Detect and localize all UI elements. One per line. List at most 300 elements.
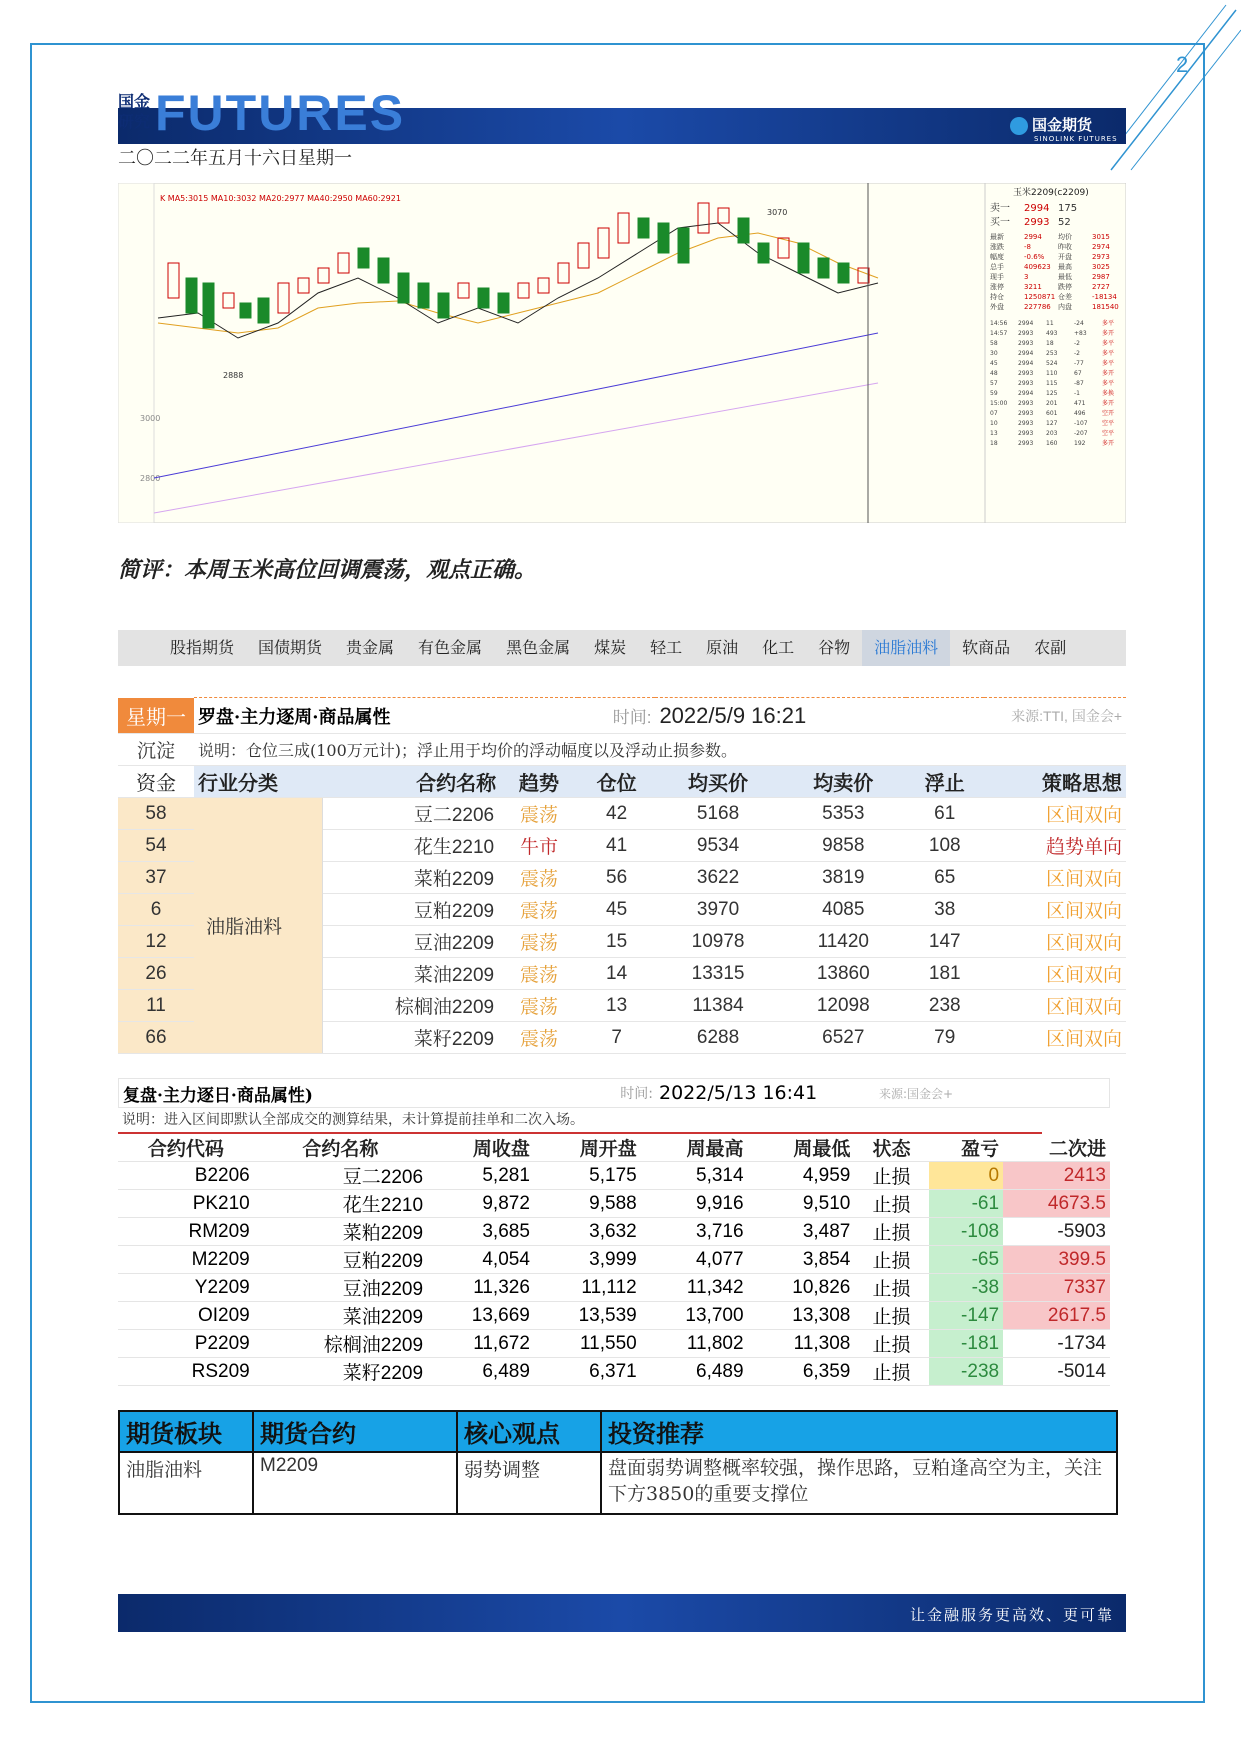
tick-cell: 多开 — [1102, 370, 1115, 377]
quote-cell: -18134 — [1092, 293, 1117, 301]
tick-cell: 2993 — [1018, 330, 1034, 337]
tick-cell: 201 — [1046, 400, 1058, 407]
quote-cell: 涨跌 — [990, 243, 1004, 251]
avg-sell: 12098 — [781, 990, 906, 1022]
float-stop: 147 — [906, 926, 984, 958]
avg-buy: 6288 — [655, 1022, 780, 1054]
open: 6,371 — [534, 1358, 641, 1386]
t2-row — [118, 1218, 1110, 1246]
tab-9[interactable]: 谷物 — [818, 638, 851, 657]
second-entry: -1734 — [1003, 1330, 1110, 1358]
t2-row — [118, 1358, 1110, 1386]
candle — [838, 263, 849, 283]
tick-cell: 601 — [1046, 410, 1058, 417]
tick-cell: -1 — [1074, 390, 1080, 397]
table1-title: 罗盘·主力逐周·商品属性 — [194, 698, 578, 734]
tick-cell: +83 — [1074, 330, 1087, 337]
tick-cell: 2994 — [1018, 350, 1034, 357]
capital: 66 — [118, 1022, 194, 1054]
candle — [398, 273, 409, 303]
tick-cell: -2 — [1074, 350, 1080, 357]
quote-cell: 3025 — [1092, 263, 1110, 271]
avg-sell: 4085 — [781, 894, 906, 926]
quote-cell: 3211 — [1024, 283, 1042, 291]
candle — [798, 243, 809, 273]
tick-cell: 203 — [1046, 430, 1058, 437]
tick-cell: 253 — [1046, 350, 1058, 357]
avg-buy: 9534 — [655, 830, 780, 862]
code: Y2209 — [118, 1274, 254, 1302]
table1-note: 说明：仓位三成(100万元计)；浮止用于均价的浮动幅度以及浮动止损参数。 — [194, 734, 1126, 766]
tab-1[interactable]: 国债期货 — [258, 638, 323, 657]
open: 11,550 — [534, 1330, 641, 1358]
tick-cell: 18 — [990, 440, 998, 447]
tick-cell: 15:00 — [990, 400, 1008, 407]
capital: 54 — [118, 830, 194, 862]
quote-cell: 3015 — [1092, 233, 1110, 241]
weekday: 星期一 — [118, 698, 194, 734]
quote-cell: 开盘 — [1058, 253, 1072, 261]
tick-cell: 30 — [990, 350, 998, 357]
candle — [498, 293, 509, 313]
tick-cell: 空开 — [1102, 410, 1115, 417]
close: 4,054 — [427, 1246, 534, 1274]
code: M2209 — [118, 1246, 254, 1274]
tick-cell: 2993 — [1018, 380, 1034, 387]
tick-cell: 2993 — [1018, 420, 1034, 427]
tick-cell: 多平 — [1102, 340, 1115, 347]
th-industry: 行业分类 — [194, 766, 323, 798]
tick-cell: 2993 — [1018, 430, 1034, 437]
th2-second: 二次进 — [1003, 1134, 1110, 1162]
low: 9,510 — [748, 1190, 855, 1218]
pl: 0 — [929, 1162, 1003, 1190]
low-price-label: 2888 — [223, 371, 244, 380]
avg-sell: 3819 — [781, 862, 906, 894]
avg-buy: 5168 — [655, 798, 780, 830]
status: 止损 — [854, 1274, 928, 1302]
th-contract: 合约名称 — [323, 766, 501, 798]
quote-cell: 2987 — [1092, 273, 1110, 281]
tab-7[interactable]: 原油 — [706, 638, 739, 657]
position: 45 — [578, 894, 656, 926]
candle — [438, 293, 449, 318]
float-stop: 181 — [906, 958, 984, 990]
tick-cell: 2994 — [1018, 390, 1034, 397]
open: 5,175 — [534, 1162, 641, 1190]
capital: 6 — [118, 894, 194, 926]
th-position: 仓位 — [578, 766, 656, 798]
tick-cell: 524 — [1046, 360, 1058, 367]
tick-cell: 13 — [990, 430, 998, 437]
contract-label: 玉米2209(c2209) — [1013, 188, 1089, 198]
close: 6,489 — [427, 1358, 534, 1386]
tick-cell: 2993 — [1018, 410, 1034, 417]
quote-cell: 幅度 — [990, 253, 1004, 261]
second-entry: -5014 — [1003, 1358, 1110, 1386]
th3-contract: 期货合约 — [253, 1411, 457, 1452]
float-stop: 79 — [906, 1022, 984, 1054]
avg-buy: 10978 — [655, 926, 780, 958]
candle — [378, 258, 389, 283]
float-stop: 108 — [906, 830, 984, 862]
tab-6[interactable]: 轻工 — [650, 638, 683, 657]
t1-row — [118, 798, 1126, 830]
pl: -238 — [929, 1358, 1003, 1386]
high: 11,342 — [641, 1274, 748, 1302]
logo-cn: 国金 研究 — [118, 92, 151, 131]
close: 9,872 — [427, 1190, 534, 1218]
status: 止损 — [854, 1218, 928, 1246]
pl: -65 — [929, 1246, 1003, 1274]
tick-cell: 127 — [1046, 420, 1058, 427]
th2-close: 周收盘 — [427, 1134, 534, 1162]
th2-code: 合约代码 — [118, 1134, 254, 1162]
trend: 震荡 — [500, 926, 578, 958]
low: 6,359 — [748, 1358, 855, 1386]
strategy: 区间双向 — [984, 926, 1126, 958]
contract-name: 菜粕2209 — [323, 862, 501, 894]
quote-cell: 2994 — [1024, 233, 1042, 241]
status: 止损 — [854, 1246, 928, 1274]
close: 5,281 — [427, 1162, 534, 1190]
avg-buy: 3622 — [655, 862, 780, 894]
status: 止损 — [854, 1358, 928, 1386]
t2-row — [118, 1190, 1110, 1218]
high: 11,802 — [641, 1330, 748, 1358]
tick-cell: 58 — [990, 340, 998, 347]
quote-cell: 总手 — [990, 263, 1004, 271]
table2-title: 复盘·主力逐日·商品属性) — [123, 1085, 313, 1106]
trend: 震荡 — [500, 1022, 578, 1054]
candle — [758, 243, 769, 263]
capital: 12 — [118, 926, 194, 958]
candle — [478, 288, 489, 308]
capital: 58 — [118, 798, 194, 830]
strategy: 区间双向 — [984, 798, 1126, 830]
second-entry: -5903 — [1003, 1218, 1110, 1246]
high: 13,700 — [641, 1302, 748, 1330]
status: 止损 — [854, 1330, 928, 1358]
th2-open: 周开盘 — [534, 1134, 641, 1162]
th-avg-buy: 均买价 — [655, 766, 780, 798]
tick-cell: 59 — [990, 390, 998, 397]
th3-sector: 期货板块 — [119, 1411, 253, 1452]
pl: -147 — [929, 1302, 1003, 1330]
code: P2209 — [118, 1330, 254, 1358]
pl: -181 — [929, 1330, 1003, 1358]
name: 菜籽2209 — [254, 1358, 427, 1386]
th-strategy: 策略思想 — [984, 766, 1126, 798]
tick-cell: 471 — [1074, 400, 1086, 407]
tab-0[interactable]: 股指期货 — [170, 638, 235, 657]
second-entry: 4673.5 — [1003, 1190, 1110, 1218]
trend: 震荡 — [500, 990, 578, 1022]
footer-banner — [118, 1594, 1126, 1632]
tick-cell: -87 — [1074, 380, 1084, 387]
avg-sell: 13860 — [781, 958, 906, 990]
tick-cell: 192 — [1074, 440, 1086, 447]
tick-cell: 45 — [990, 360, 998, 367]
quote-cell: 昨收 — [1058, 243, 1072, 251]
trend: 震荡 — [500, 958, 578, 990]
tick-cell: 125 — [1046, 390, 1058, 397]
quote-cell: 175 — [1058, 203, 1078, 214]
time-value: 2022/5/9 16:21 — [655, 698, 905, 734]
candle — [678, 228, 689, 263]
strategy: 区间双向 — [984, 862, 1126, 894]
avg-buy: 3970 — [655, 894, 780, 926]
high: 5,314 — [641, 1162, 748, 1190]
t2-row — [118, 1302, 1110, 1330]
quote-cell: 仓差 — [1058, 293, 1072, 301]
candle — [240, 303, 251, 318]
avg-sell: 5353 — [781, 798, 906, 830]
contract-name: 菜籽2209 — [323, 1022, 501, 1054]
tick-cell: 多平 — [1102, 350, 1115, 357]
candle — [358, 248, 369, 268]
capital: 26 — [118, 958, 194, 990]
candle — [418, 283, 429, 308]
status: 止损 — [854, 1190, 928, 1218]
t2-row — [118, 1162, 1110, 1190]
tick-cell: -107 — [1074, 420, 1088, 427]
side-label-2: 资金 — [118, 766, 194, 798]
trend: 震荡 — [500, 894, 578, 926]
tick-cell: 2994 — [1018, 360, 1034, 367]
name: 豆二2206 — [254, 1162, 427, 1190]
quote-cell: 最高 — [1058, 263, 1072, 271]
low: 3,487 — [748, 1218, 855, 1246]
tick-cell: 多换 — [1102, 390, 1115, 397]
second-entry: 7337 — [1003, 1274, 1110, 1302]
page-number: 2 — [1176, 52, 1189, 77]
table2-time-label: 时间: — [620, 1086, 653, 1102]
brand-cn: 国金期货 — [1032, 116, 1093, 134]
tick-cell: 2993 — [1018, 370, 1034, 377]
tab-12[interactable]: 农副 — [1034, 638, 1067, 657]
contract-name: 花生2210 — [323, 830, 501, 862]
position: 14 — [578, 958, 656, 990]
avg-sell: 11420 — [781, 926, 906, 958]
quote-cell: 52 — [1058, 217, 1071, 228]
recommendation-table — [118, 1410, 1118, 1515]
low: 3,854 — [748, 1246, 855, 1274]
tick-cell: 496 — [1074, 410, 1086, 417]
tick-cell: -207 — [1074, 430, 1088, 437]
tick-cell: 57 — [990, 380, 998, 387]
status: 止损 — [854, 1162, 928, 1190]
tab-4[interactable]: 黑色金属 — [506, 638, 571, 657]
axis-label-3000: 3000 — [140, 414, 161, 423]
tab-8[interactable]: 化工 — [762, 638, 795, 657]
tick-cell: 14:57 — [990, 330, 1008, 337]
position: 15 — [578, 926, 656, 958]
close: 3,685 — [427, 1218, 534, 1246]
avg-sell: 9858 — [781, 830, 906, 862]
low: 10,826 — [748, 1274, 855, 1302]
th2-name: 合约名称 — [254, 1134, 427, 1162]
rec-contract: M2209 — [253, 1452, 457, 1514]
status: 止损 — [854, 1302, 928, 1330]
float-stop: 65 — [906, 862, 984, 894]
corner-decoration — [1101, 0, 1241, 180]
quote-cell: 均价 — [1058, 233, 1072, 241]
code: PK210 — [118, 1190, 254, 1218]
tab-11[interactable]: 软商品 — [962, 638, 1011, 657]
high: 9,916 — [641, 1190, 748, 1218]
tick-cell: 10 — [990, 420, 998, 427]
quote-cell: 2993 — [1024, 217, 1050, 228]
name: 菜油2209 — [254, 1302, 427, 1330]
quote-cell: 持仓 — [990, 293, 1004, 301]
daily-review-block — [118, 1078, 1110, 1386]
quote-cell: 409623 — [1024, 263, 1051, 271]
tick-cell: 160 — [1046, 440, 1058, 447]
th3-view: 核心观点 — [457, 1411, 601, 1452]
strategy: 区间双向 — [984, 1022, 1126, 1054]
tick-cell: 多平 — [1102, 320, 1115, 327]
open: 11,112 — [534, 1274, 641, 1302]
code: B2206 — [118, 1162, 254, 1190]
tick-cell: -77 — [1074, 360, 1084, 367]
avg-sell: 6527 — [781, 1022, 906, 1054]
tab-2[interactable]: 贵金属 — [346, 638, 395, 657]
name: 棕榈油2209 — [254, 1330, 427, 1358]
quote-cell: 涨停 — [990, 283, 1004, 291]
tab-3[interactable]: 有色金属 — [418, 638, 483, 657]
tick-cell: 多平 — [1102, 380, 1115, 387]
code: RS209 — [118, 1358, 254, 1386]
tab-10[interactable]: 油脂油料 — [862, 630, 950, 666]
contract-name: 菜油2209 — [323, 958, 501, 990]
category-tabs — [118, 630, 1126, 666]
position: 7 — [578, 1022, 656, 1054]
time-label: 时间: — [578, 698, 656, 734]
low: 4,959 — [748, 1162, 855, 1190]
quote-cell: 买一 — [990, 217, 1010, 228]
tick-cell: 493 — [1046, 330, 1058, 337]
quote-cell: 现手 — [990, 273, 1004, 281]
candle — [818, 258, 829, 278]
name: 花生2210 — [254, 1190, 427, 1218]
candle — [258, 298, 269, 323]
quote-cell: 2973 — [1092, 253, 1110, 261]
kline-chart — [118, 183, 1126, 523]
candle — [203, 283, 214, 328]
candle — [738, 218, 749, 243]
quote-cell: -0.6% — [1024, 253, 1045, 261]
table2-time-value: 2022/5/13 16:41 — [659, 1082, 818, 1104]
tick-cell: 07 — [990, 410, 998, 417]
tick-cell: 多开 — [1102, 400, 1115, 407]
tick-cell: 多开 — [1102, 440, 1115, 447]
strategy: 区间双向 — [984, 990, 1126, 1022]
position: 13 — [578, 990, 656, 1022]
th2-pl: 盈亏 — [929, 1134, 1003, 1162]
contract-name: 棕榈油2209 — [323, 990, 501, 1022]
open: 9,588 — [534, 1190, 641, 1218]
tick-cell: -24 — [1074, 320, 1084, 327]
strategy: 区间双向 — [984, 958, 1126, 990]
daily-review-table — [118, 1134, 1110, 1386]
float-stop: 38 — [906, 894, 984, 926]
avg-buy: 13315 — [655, 958, 780, 990]
tick-cell: 11 — [1046, 320, 1054, 327]
weekly-compass-table — [118, 697, 1126, 1054]
quote-cell: 最新 — [990, 233, 1004, 241]
tick-cell: 2993 — [1018, 340, 1034, 347]
quote-cell: -8 — [1024, 243, 1031, 251]
th-trend: 趋势 — [500, 766, 578, 798]
logo-futures: FUTURES — [155, 85, 406, 141]
candle — [658, 223, 669, 253]
tick-cell: 110 — [1046, 370, 1058, 377]
low: 13,308 — [748, 1302, 855, 1330]
strategy: 区间双向 — [984, 894, 1126, 926]
high: 4,077 — [641, 1246, 748, 1274]
quote-cell: 内盘 — [1058, 303, 1072, 311]
second-entry: 2413 — [1003, 1162, 1110, 1190]
th-avg-sell: 均卖价 — [781, 766, 906, 798]
float-stop: 61 — [906, 798, 984, 830]
capital: 11 — [118, 990, 194, 1022]
quote-cell: 外盘 — [990, 303, 1004, 311]
rec-text: 盘面弱势调整概率较强，操作思路，豆粕逢高空为主，关注下方3850的重要支撑位 — [601, 1452, 1117, 1514]
th2-low: 周最低 — [748, 1134, 855, 1162]
open: 13,539 — [534, 1302, 641, 1330]
quote-cell: 2974 — [1092, 243, 1110, 251]
capital: 37 — [118, 862, 194, 894]
quote-cell: 最低 — [1058, 273, 1072, 281]
comment: 简评：本周玉米高位回调震荡，观点正确。 — [118, 558, 537, 583]
float-stop: 238 — [906, 990, 984, 1022]
tick-cell: 14:56 — [990, 320, 1008, 327]
brand-en: SINOLINK FUTURES — [1034, 135, 1118, 143]
high: 6,489 — [641, 1358, 748, 1386]
tick-cell: 空平 — [1102, 430, 1115, 437]
tick-cell: -2 — [1074, 340, 1080, 347]
t2-row — [118, 1274, 1110, 1302]
pl: -38 — [929, 1274, 1003, 1302]
table2-source: 来源:国金会+ — [879, 1086, 954, 1101]
source: 来源:TTI, 国金会+ — [906, 698, 1126, 734]
rec-view: 弱势调整 — [457, 1452, 601, 1514]
quote-cell: 1250871 — [1024, 293, 1056, 301]
code: RM209 — [118, 1218, 254, 1246]
tick-cell: 2993 — [1018, 400, 1034, 407]
name: 豆油2209 — [254, 1274, 427, 1302]
tab-5[interactable]: 煤炭 — [594, 638, 627, 657]
footer-slogan: 让金融服务更高效、更可靠 — [909, 1606, 1114, 1624]
close: 11,672 — [427, 1330, 534, 1358]
tick-cell: 48 — [990, 370, 998, 377]
tick-cell: 空平 — [1102, 420, 1115, 427]
close: 11,326 — [427, 1274, 534, 1302]
quote-cell: 3 — [1024, 273, 1029, 281]
strategy: 趋势单向 — [984, 830, 1126, 862]
trend: 牛市 — [500, 830, 578, 862]
quote-cell: 181540 — [1092, 303, 1119, 311]
position: 42 — [578, 798, 656, 830]
second-entry: 399.5 — [1003, 1246, 1110, 1274]
table2-note: 说明：进入区间即默认全部成交的测算结果，未计算提前挂单和二次入场。 — [118, 1108, 1042, 1134]
position: 56 — [578, 862, 656, 894]
brand-circle-icon — [1010, 117, 1028, 135]
trend: 震荡 — [500, 862, 578, 894]
side-label-1: 沉淀 — [118, 734, 194, 766]
ma-line-text: K MA5:3015 MA10:3032 MA20:2977 MA40:2950 MA60:2921 — [160, 194, 401, 203]
